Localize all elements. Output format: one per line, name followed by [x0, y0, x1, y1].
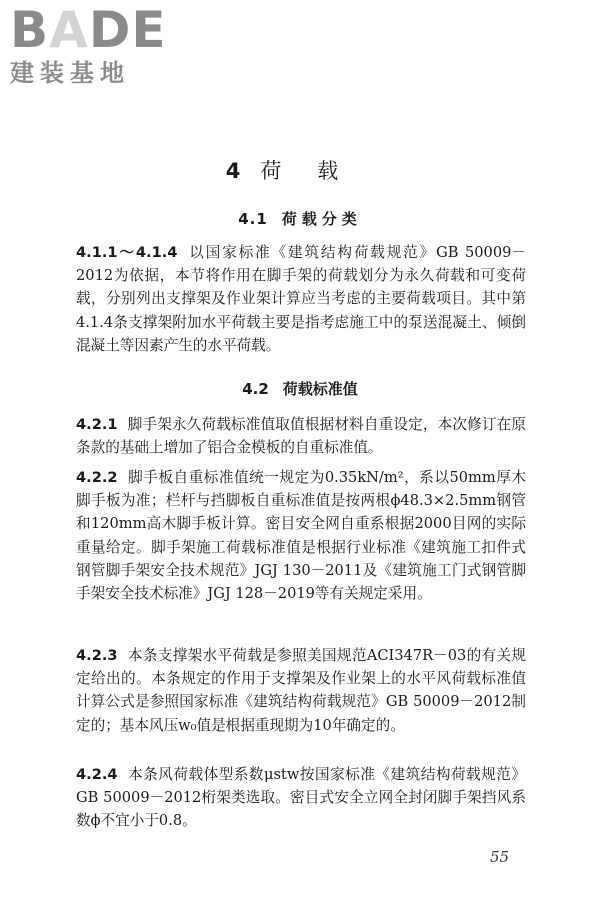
logo-subtitle: 建装基地 [10, 59, 130, 87]
section-name: 荷载标准值 [282, 380, 358, 398]
chapter-name: 荷载 [260, 159, 375, 183]
paragraph-4-1-1 [76, 241, 526, 357]
paragraph-4-2-4 [76, 763, 526, 833]
chapter-title [0, 155, 600, 185]
paragraph-text: 本条风荷载体型系数μstw按国家标准《建筑结构荷载规范》GB 50009－2012桁架类选取。密目式安全立网全封闭脚手架挡风系数ϕ不宜小于0.8。 [76, 766, 526, 830]
logo-wordmark [10, 1, 180, 59]
logo-letter-a: A [49, 1, 89, 59]
paragraph-4-2-3 [76, 644, 526, 737]
chapter-number: 4 [225, 159, 243, 183]
clause-number: 4.2.3 [76, 647, 118, 664]
clause-number: 4.2.4 [76, 766, 118, 783]
paragraph-4-2-2 [76, 466, 526, 605]
section-title-4-2 [0, 378, 600, 399]
section-title-4-1 [0, 208, 600, 229]
logo [10, 1, 180, 87]
section-number: 4.1 [238, 210, 268, 228]
paragraph-text: 脚手板自重标准值统一规定为0.35kN/m²，系以50mm厚木脚手板为准；栏杆与挡脚板自重标准值是按两根ϕ48.3×2.5mm钢管和120mm高木脚手板计算。密目安全网自重系根据2000目网的实际重量给定。脚手架施工荷载标准值是根据行业标准《建筑施工扣件式钢管脚手架安全技术规范》JGJ 130－2011及《建筑施工门式钢管脚手架安全技术标准》JGJ 128－2019等有关规定采用。 [76, 469, 526, 603]
paragraph-text: 本条支撑架水平荷载是参照美国规范ACI347R－03的有关规定给出的。本条规定的作用于支撑架及作业架上的水平风荷载标准值计算公式是参照国家标准《建筑结构荷载规范》GB 50009－2012制定的；基本风压w₀值是根据重现期为10年确定的。 [76, 647, 526, 734]
clause-number: 4.2.2 [76, 469, 118, 486]
paragraph-text: 以国家标准《建筑结构荷载规范》GB 50009－2012为依据，本节将作用在脚手架的荷载划分为永久荷载和可变荷载，分别列出支撑架及作业架计算应当考虑的主要荷载项目。其中第4.1.4条支撑架附加水平荷载主要是指考虑施工中的泵送混凝土、倾倒混凝土等因素产生的水平荷载。 [76, 244, 526, 354]
paragraph-4-2-1 [76, 413, 526, 459]
logo-letter-b: B [10, 1, 50, 59]
section-number: 4.2 [242, 380, 269, 398]
clause-number: 4.1.1～4.1.4 [76, 244, 178, 261]
clause-number: 4.2.1 [76, 416, 118, 433]
section-name: 荷载分类 [281, 210, 362, 228]
logo-letters-de: DE [88, 1, 167, 59]
paragraph-text: 脚手架永久荷载标准值取值根据材料自重设定，本次修订在原条款的基础上增加了铝合金模板的自重标准值。 [76, 416, 526, 457]
page-number: 55 [490, 848, 510, 866]
